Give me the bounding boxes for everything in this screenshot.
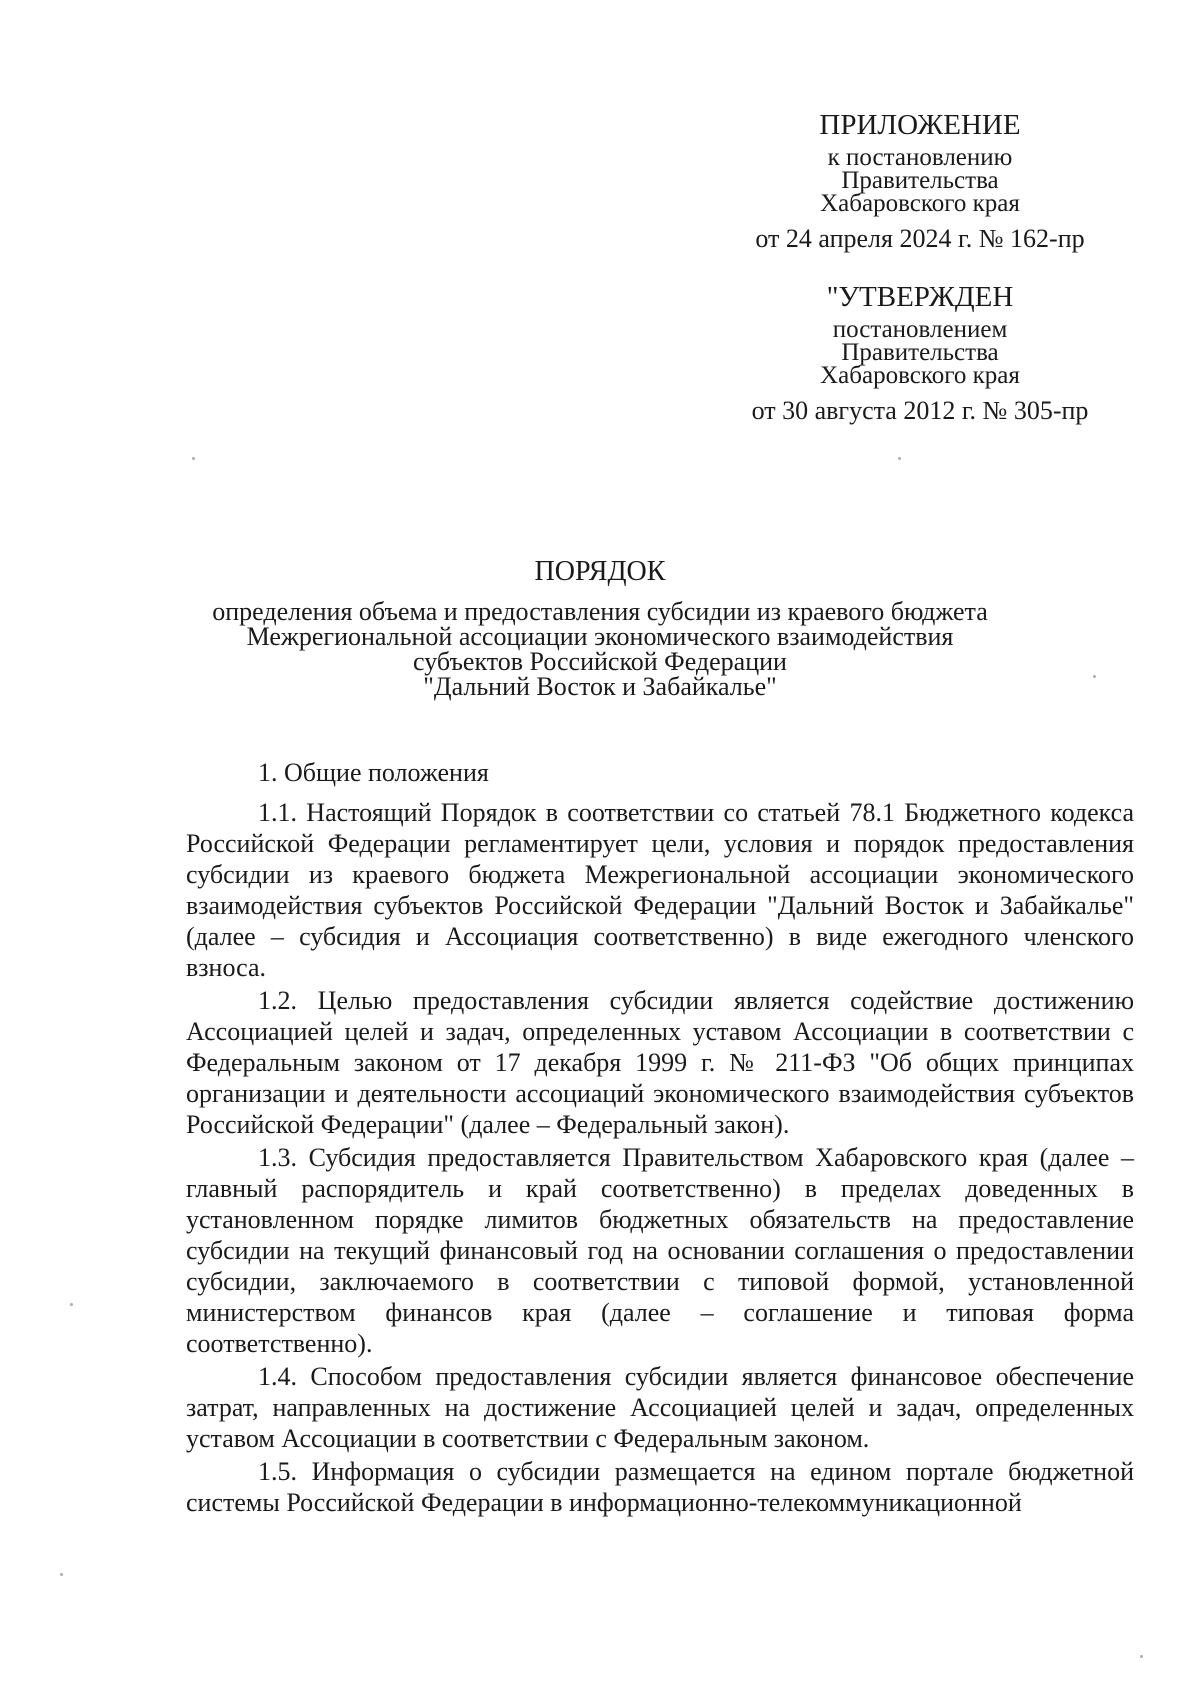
approved-block — [700, 280, 1140, 426]
document-subtitle-line: определения объема и предоставления субсидии из краевого бюджета — [212, 597, 988, 626]
document-subtitle-line: "Дальний Восток и Забайкалье" — [423, 672, 777, 701]
document-subtitle-line: субъектов Российской Федерации — [413, 647, 787, 676]
approved-line-2: Правительства — [841, 339, 999, 366]
section-heading: 1. Общие положения — [258, 758, 489, 787]
appendix-line-3: Хабаровского края — [820, 190, 1020, 217]
approved-line-3: Хабаровского края — [820, 362, 1020, 389]
appendix-block — [700, 108, 1140, 254]
paragraph-1-4: 1.4. Способом предоставления субсидии является финансовое обеспечение затрат, направленных на достижение Ассоциацией целей и задач, определенных уставом Ассоциации в соответствии с Федеральным законом. — [186, 1362, 1134, 1453]
paragraph-1-2: 1.2. Целью предоставления субсидии является содействие достижению Ассоциацией целей и задач, определенных уставом Ассоциации в соответствии с Федеральным законом от 17 декабря 1999 г. № 211-ФЗ "Об общих принципах организации и деятельности ассоциаций экономического взаимодействия субъектов Российской Федерации" (далее – Федеральный закон). — [186, 986, 1134, 1139]
approved-line-1: постановлением — [832, 316, 1008, 343]
appendix-line-1: к постановлению — [827, 144, 1013, 171]
paragraph-1-5: 1.5. Информация о субсидии размещается на едином портале бюджетной системы Российской Федерации в информационно-телекоммуникационной — [186, 1457, 1134, 1517]
paragraph-1-1: 1.1. Настоящий Порядок в соответствии со статьей 78.1 Бюджетного кодекса Российской Федерации регламентирует цели, условия и порядок предоставления субсидии из краевого бюджета Межрегиональной ассоциации экономического взаимодействия субъектов Российской Федерации "Дальний Восток и Забайкалье" (далее – субсидия и Ассоциация соответственно) в виде ежегодного членского взноса. — [186, 798, 1134, 982]
document-title — [150, 555, 1050, 699]
approved-title: "УТВЕРЖДЕН — [826, 281, 1014, 313]
scan-speck — [898, 457, 901, 460]
approved-date: от 30 августа 2012 г. № 305-пр — [751, 396, 1089, 425]
document-subtitle-line: Межрегиональной ассоциации экономического взаимодействия — [246, 622, 954, 651]
appendix-date: от 24 апреля 2024 г. № 162-пр — [755, 224, 1085, 253]
appendix-line-2: Правительства — [841, 167, 999, 194]
document-title-main: ПОРЯДОК — [534, 556, 666, 587]
appendix-title: ПРИЛОЖЕНИЕ — [819, 109, 1021, 141]
scan-speck — [1140, 1655, 1143, 1658]
scan-speck — [60, 1573, 63, 1576]
scan-speck — [70, 1303, 73, 1306]
document-body — [186, 757, 1134, 1520]
scan-speck — [192, 457, 195, 460]
scan-speck — [1093, 675, 1096, 678]
paragraph-1-3: 1.3. Субсидия предоставляется Правительством Хабаровского края (далее – главный распорядитель и край соответственно) в пределах доведенных в установленном порядке лимитов бюджетных обязательств на предоставление субсидии на текущий финансовый год на основании соглашения о предоставлении субсидии, заключаемого в соответствии с типовой формой, установленной министерством финансов края (далее – соглашение и типовая форма соответственно). — [186, 1143, 1134, 1358]
